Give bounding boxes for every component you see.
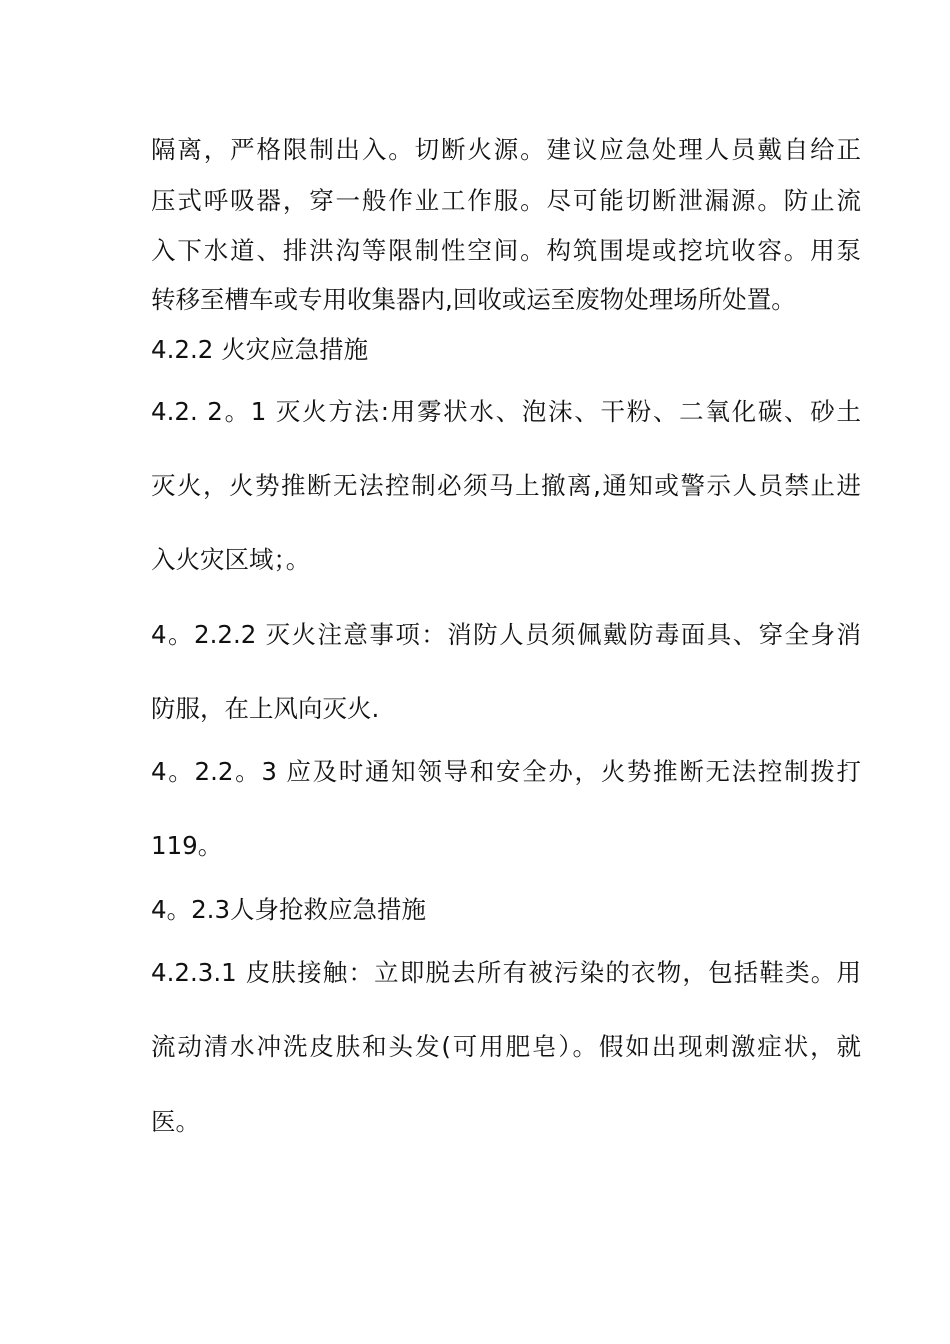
text-line: 4.2.3.1 皮肤接触：立即脱去所有被污染的衣物，包括鞋类。用 [151,958,861,987]
text-line: 灭火，火势推断无法控制必须马上撤离,通知或警示人员禁止进 [151,471,861,500]
text-line: 入下水道、排洪沟等限制性空间。构筑围堤或挖坑收容。用泵 [151,236,861,265]
section-heading: 4。2.3人身抢救应急措施 [151,895,427,924]
text-line: 防服，在上风向灭火. [151,694,380,723]
text-line: 转移至槽车或专用收集器内,回收或运至废物处理场所处置。 [151,285,796,314]
text-line: 119。 [151,831,223,860]
section-heading: 4.2.2 火灾应急措施 [151,335,369,364]
text-line: 4。2.2。3 应及时通知领导和安全办，火势推断无法控制拨打 [151,757,861,786]
text-line: 医。 [151,1107,200,1136]
text-line: 流动清水冲洗皮肤和头发(可用肥皂）。假如出现刺激症状，就 [151,1032,861,1061]
text-line: 4.2. 2。1 灭火方法:用雾状水、泡沫、干粉、二氧化碳、砂土 [151,397,861,426]
text-line: 隔离，严格限制出入。切断火源。建议应急处理人员戴自给正 [151,135,861,164]
text-line: 压式呼吸器，穿一般作业工作服。尽可能切断泄漏源。防止流 [151,186,861,215]
text-line: 4。2.2.2 灭火注意事项：消防人员须佩戴防毒面具、穿全身消 [151,620,861,649]
text-line: 入火灾区域；。 [151,545,311,574]
